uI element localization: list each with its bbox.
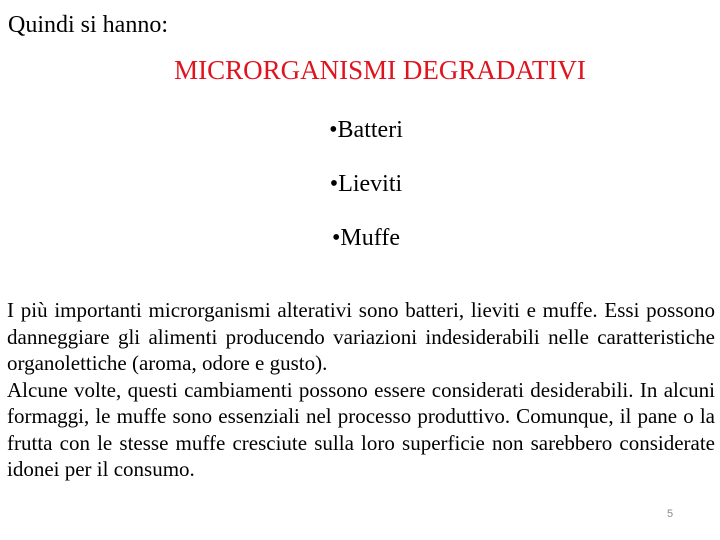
list-item-label: Batteri [337,117,403,143]
list-item-label: Muffe [340,225,400,251]
bullet-icon: • [329,171,339,197]
intro-text: Quindi si hanno: [8,12,168,38]
list-item [0,169,720,223]
list-item-label: Lieviti [338,171,403,197]
paragraph: I più importanti microrganismi alterativi sono batteri, lieviti e muffe. Essi possono danneggiare gli alimenti producendo variazioni indesiderabili nelle caratteristiche organolettiche (aroma, odore e gusto). [7,298,715,375]
list-item [0,223,720,277]
bullet-icon: • [329,117,338,143]
organism-list [0,115,720,277]
bullet-icon: • [332,225,341,251]
body-text [7,297,715,483]
list-item [0,115,720,169]
slide-heading: MICRORGANISMI DEGRADATIVI [174,55,586,85]
paragraph: Alcune volte, questi cambiamenti possono essere considerati desiderabili. In alcuni formaggi, le muffe sono essenziali nel processo produttivo. Comunque, il pane o la frutta con le stesse muffe cresciute sulla loro superficie non sarebbero considerate idonei per il consumo. [7,377,715,481]
page-number: 5 [667,508,674,520]
